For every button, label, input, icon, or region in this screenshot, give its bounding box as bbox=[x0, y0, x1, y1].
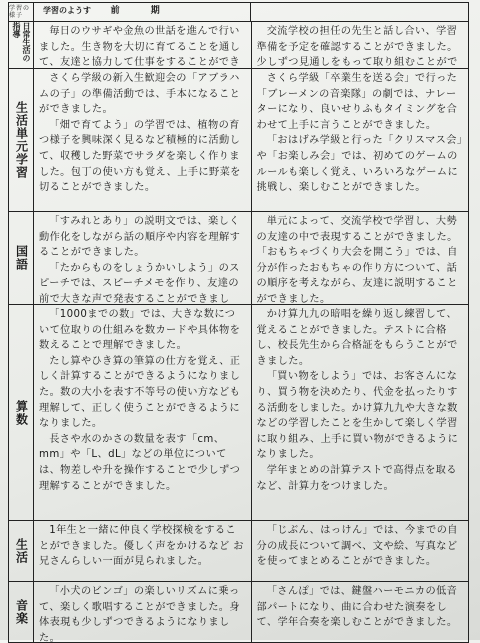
first-term-comment bbox=[34, 212, 252, 304]
comment-paragraph: 「畑で育てよう」の学習では、植物の育つ様子を興味深く見るなど積極的に活動して、収穫した野菜でサラダを楽しく作りました。包丁の使い方も覚え、上手に野菜を切ることができました。 bbox=[39, 119, 241, 194]
subject-label: 生活単元学習 bbox=[9, 69, 34, 211]
second-term-comment bbox=[252, 69, 470, 211]
table-row bbox=[9, 22, 469, 69]
header-corner: 学習の様子 bbox=[9, 3, 34, 21]
comment-paragraph: たし算やひき算の筆算の仕方を覚え、正しく計算することができるようになりました。数の大小を表す不等号の使い方なども理解して、正しく使うことができるようになりました。 bbox=[39, 355, 241, 430]
table-row bbox=[9, 212, 469, 305]
comment-paragraph: 「すみれとあり」の説明文では、楽しく動作化をしながら話の順序や内容を理解することができました。 bbox=[39, 216, 241, 259]
header-col1-label: 前 期 bbox=[110, 6, 174, 16]
comment-paragraph: さくら学級「卒業生を送る会」で行った「ブレーメンの音楽隊」の劇では、ナレーターになり、良いせりふもタイミングを合わせて上手に言うことができました。 bbox=[256, 73, 458, 131]
comment-paragraph: 単元によって、交流学校で学習し、大勢の友達の中で表現することができました。「おもちゃづくり大会を開こう」では、自分が作ったおもちゃの作り方について、話の順序を考えながら、友達に説明することができました。 bbox=[256, 216, 458, 304]
table-row bbox=[9, 305, 469, 521]
subject-label: 算数 bbox=[9, 305, 34, 520]
comment-paragraph: 学年まとめの計算テストで高得点を取るなど、計算力をつけました。 bbox=[256, 464, 457, 492]
comment-paragraph: 1年生と一緒に仲良く学校探検をすることができました。優しく声をかけるなど お兄さんらしい一面が見られました。 bbox=[39, 525, 244, 568]
subject-label: 国語 bbox=[9, 212, 34, 304]
comment-paragraph: 長さや水のかさの数量を表す「cm、mm」や「L、dL」などの単位については、物差しや升を操作することで少しずつ理解することができました。 bbox=[39, 433, 241, 492]
comment-paragraph: 「じぶん、はっけん」では、今までの自分の成長について調べ、文や絵、写真などを使ってまとめることができました。 bbox=[256, 525, 458, 568]
first-term-comment bbox=[34, 69, 252, 211]
comment-paragraph: 「さんぽ」では、鍵盤ハーモニカの低音部パートになり、曲に合わせた演奏をして、学年合奏を楽しむことができました。 bbox=[256, 586, 458, 629]
comment-paragraph: 「おはげみ学級と行った「クリスマス会」や「お楽しみ会」では、初めてのゲームのルールも楽しく覚え、いろいろなゲームに挑戦し、楽しむことができました。 bbox=[256, 135, 463, 194]
first-term-comment bbox=[34, 305, 252, 520]
comment-paragraph: 「たからものをしょうかいしよう」のスピーチでは、スピーチメモを作り、友達の前で大きな声で発表することができまし bbox=[39, 262, 240, 304]
subject-label: 生活 bbox=[9, 521, 34, 581]
first-term-comment bbox=[34, 582, 252, 642]
table-header-row bbox=[9, 3, 469, 22]
first-term-comment bbox=[34, 22, 252, 68]
second-term-comment bbox=[252, 582, 470, 642]
first-term-comment bbox=[34, 521, 252, 581]
comment-paragraph: 交流学校の担任の先生と話し合い、学習準備を予定を確認することができました。少しずつ見通しをもって取り組むことがで bbox=[256, 26, 458, 68]
comment-paragraph: 「1000までの数」では、大きな数について位取りの仕組みを数カードや具体物を数えることで理解できました。 bbox=[39, 309, 241, 352]
table-row bbox=[9, 69, 469, 212]
comment-paragraph: かけ算九九の暗唱を繰り返し練習して、覚えることができました。テストに合格し、校長先生から合格証をもらうことができました。 bbox=[256, 309, 458, 367]
table-row bbox=[9, 521, 469, 582]
second-term-comment bbox=[252, 212, 470, 304]
comment-paragraph: 「買い物をしよう」では、お客さんになり、買う物を決めたり、代金を払ったりする活動をしました。かけ算九九や大きな数などの学習したことを生かして楽しく学習に取り組み、上手に買い物ができるようになりました。 bbox=[256, 371, 459, 461]
subject-label: 音楽 bbox=[9, 582, 34, 642]
subject-label: 日常生活の指導 bbox=[9, 22, 34, 68]
header-col-first-term bbox=[34, 3, 252, 21]
header-col-second-term bbox=[251, 3, 469, 21]
comment-paragraph: さくら学級の新入生歓迎会の「アブラハムの子」の準備活動では、手本になることができました。 bbox=[39, 73, 241, 116]
table-row bbox=[9, 582, 469, 643]
header-title: 学習のようす bbox=[43, 6, 91, 15]
progress-table bbox=[8, 2, 469, 643]
second-term-comment bbox=[252, 22, 470, 68]
comment-paragraph: 「小犬のビンゴ」の楽しいリズムに乗って、楽しく歌唱することができました。身体表現も少しずつできるようになりました。 bbox=[39, 586, 240, 642]
comment-paragraph: 毎日のウサギや金魚の世話を進んで行いました。生き物を大切に育てることを通して、友達と協力して仕事をすることができ bbox=[39, 26, 241, 68]
second-term-comment bbox=[252, 521, 470, 581]
second-term-comment bbox=[252, 305, 470, 520]
